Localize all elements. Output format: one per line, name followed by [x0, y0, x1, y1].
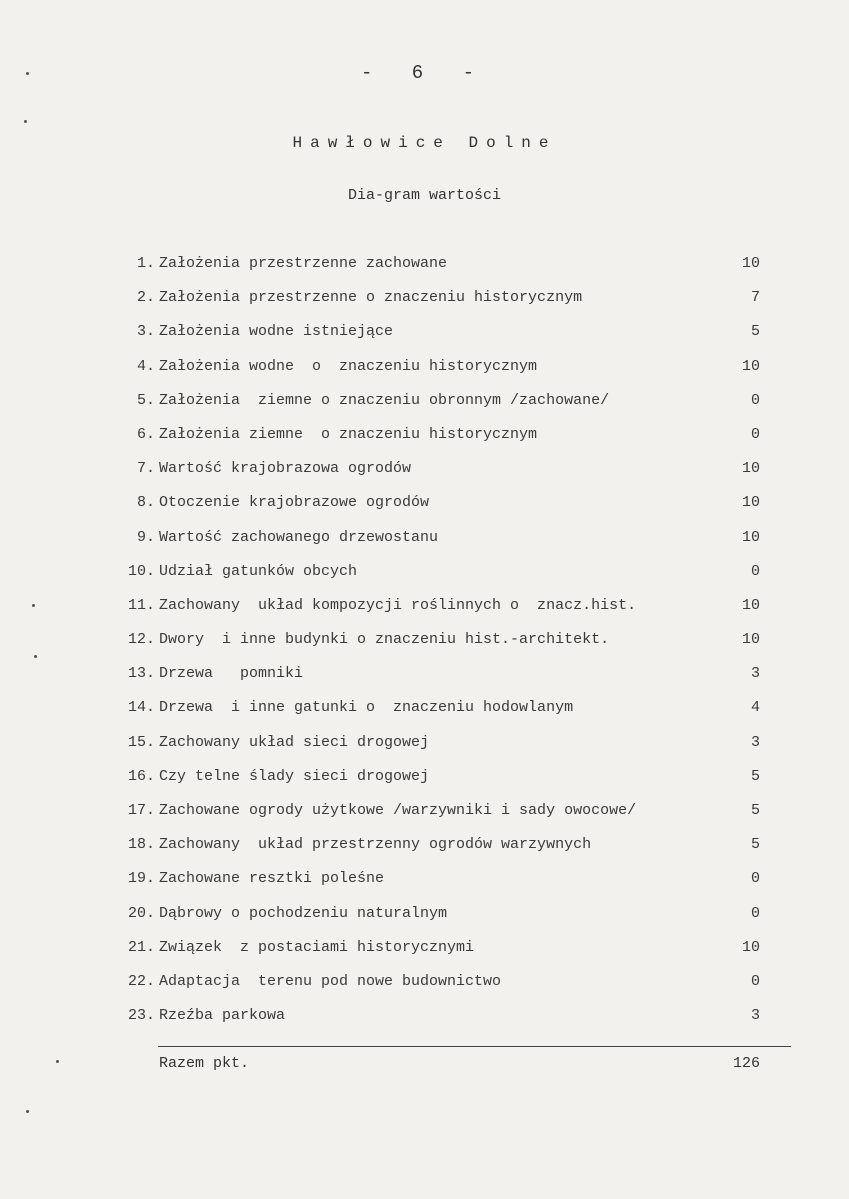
list-item	[100, 1006, 760, 1040]
item-label: Zachowane ogrody użytkowe /warzywniki i sady owocowe/	[159, 802, 637, 819]
item-number: 9.	[136, 528, 155, 546]
item-label: Wartość krajobrazowa ogrodów	[159, 460, 412, 478]
item-number: 10.	[127, 562, 155, 580]
item-value: 5	[750, 767, 760, 785]
item-label: Wartość zachowanego drzewostanu	[159, 528, 439, 546]
list-item	[100, 459, 760, 493]
item-value: 3	[750, 665, 760, 683]
list-item	[100, 733, 760, 767]
item-value: 10	[741, 528, 760, 546]
item-label: Założenia przestrzenne zachowane	[159, 255, 448, 272]
item-value: 3	[750, 1007, 760, 1025]
item-number: 13.	[127, 665, 155, 683]
item-number: 6.	[136, 425, 155, 443]
list-item	[100, 630, 760, 664]
item-number: 4.	[136, 357, 155, 375]
item-number: 16.	[127, 767, 155, 785]
item-number: 22.	[127, 972, 155, 990]
item-number: 23.	[127, 1007, 155, 1025]
item-label: Założenia wodne o znaczeniu historycznym	[159, 357, 538, 375]
item-value: 5	[750, 802, 760, 819]
item-value: 10	[741, 938, 760, 956]
item-value: 0	[750, 904, 760, 922]
list-item	[100, 869, 760, 903]
item-label: Rzeźba parkowa	[159, 1007, 286, 1025]
item-value: 7	[750, 289, 760, 307]
list-item	[100, 801, 760, 835]
total-value: 126	[732, 1055, 760, 1072]
list-item	[100, 904, 760, 938]
item-label: Założenia ziemne o znaczeniu historycznym	[159, 425, 538, 443]
item-label: Zachowane resztki poleśne	[159, 870, 385, 888]
list-item	[100, 767, 760, 801]
scan-speck	[32, 604, 35, 607]
list-item	[100, 664, 760, 698]
item-number: 15.	[127, 733, 155, 751]
item-value: 0	[750, 425, 760, 443]
item-value: 0	[750, 870, 760, 888]
value-list	[100, 254, 760, 1040]
item-number: 17.	[127, 802, 155, 819]
item-value: 10	[741, 255, 760, 272]
list-item	[100, 322, 760, 356]
item-label: Otoczenie krajobrazowe ogrodów	[159, 494, 430, 512]
document-title: Hawłowice Dolne	[292, 134, 557, 152]
item-number: 8.	[136, 494, 155, 512]
scan-speck	[34, 655, 37, 658]
item-value: 0	[750, 972, 760, 990]
list-item	[100, 254, 760, 288]
item-number: 2.	[136, 289, 155, 307]
list-item	[100, 288, 760, 322]
list-item	[100, 938, 760, 972]
list-item	[100, 425, 760, 459]
item-label: Założenia wodne istniejące	[159, 323, 394, 341]
item-number: 1.	[136, 255, 155, 272]
item-number: 18.	[127, 836, 155, 854]
item-value: 10	[741, 494, 760, 512]
item-label: Zachowany układ przestrzenny ogrodów warzywnych	[159, 836, 592, 854]
item-label: Dwory i inne budynki o znaczeniu hist.-architekt.	[159, 631, 610, 649]
scan-speck	[56, 1060, 59, 1063]
item-number: 7.	[136, 460, 155, 478]
item-value: 3	[750, 733, 760, 751]
item-label: Związek z postaciami historycznymi	[159, 938, 475, 956]
item-value: 10	[741, 357, 760, 375]
item-number: 5.	[136, 391, 155, 409]
list-item	[100, 357, 760, 391]
item-label: Dąbrowy o pochodzeniu naturalnym	[159, 904, 448, 922]
scan-speck	[26, 1110, 29, 1113]
item-number: 12.	[127, 631, 155, 649]
total-label: Razem pkt.	[159, 1055, 250, 1072]
list-item	[100, 528, 760, 562]
item-value: 5	[750, 323, 760, 341]
list-item	[100, 391, 760, 425]
item-number: 14.	[127, 699, 155, 717]
item-label: Zachowany układ kompozycji roślinnych o znacz.hist.	[159, 596, 637, 614]
list-item	[100, 493, 760, 527]
item-label: Drzewa i inne gatunki o znaczeniu hodowlanym	[159, 699, 574, 717]
item-number: 20.	[127, 904, 155, 922]
scan-speck	[26, 72, 29, 75]
scan-speck	[24, 120, 27, 123]
item-label: Czy telne ślady sieci drogowej	[159, 767, 430, 785]
list-item	[100, 972, 760, 1006]
item-number: 11.	[127, 596, 155, 614]
list-item	[100, 698, 760, 732]
item-label: Adaptacja terenu pod nowe budownictwo	[159, 972, 502, 990]
item-value: 10	[741, 460, 760, 478]
item-value: 4	[750, 699, 760, 717]
item-label: Zachowany układ sieci drogowej	[159, 733, 430, 751]
item-label: Udział gatunków obcych	[159, 562, 358, 580]
page-number: - 6 -	[360, 62, 488, 84]
item-value: 5	[750, 836, 760, 854]
item-label: Drzewa pomniki	[159, 665, 304, 683]
item-value: 10	[741, 596, 760, 614]
document-subtitle: Dia-gram wartości	[347, 187, 502, 204]
item-number: 21.	[127, 938, 155, 956]
item-number: 19.	[127, 870, 155, 888]
item-value: 0	[750, 391, 760, 409]
item-value: 0	[750, 562, 760, 580]
list-item	[100, 835, 760, 869]
item-number: 3.	[136, 323, 155, 341]
item-label: Założenia ziemne o znaczeniu obronnym /zachowane/	[159, 391, 610, 409]
item-value: 10	[741, 631, 760, 649]
item-label: Założenia przestrzenne o znaczeniu historycznym	[159, 289, 583, 307]
total-divider	[158, 1046, 791, 1047]
list-item	[100, 596, 760, 630]
list-item	[100, 562, 760, 596]
